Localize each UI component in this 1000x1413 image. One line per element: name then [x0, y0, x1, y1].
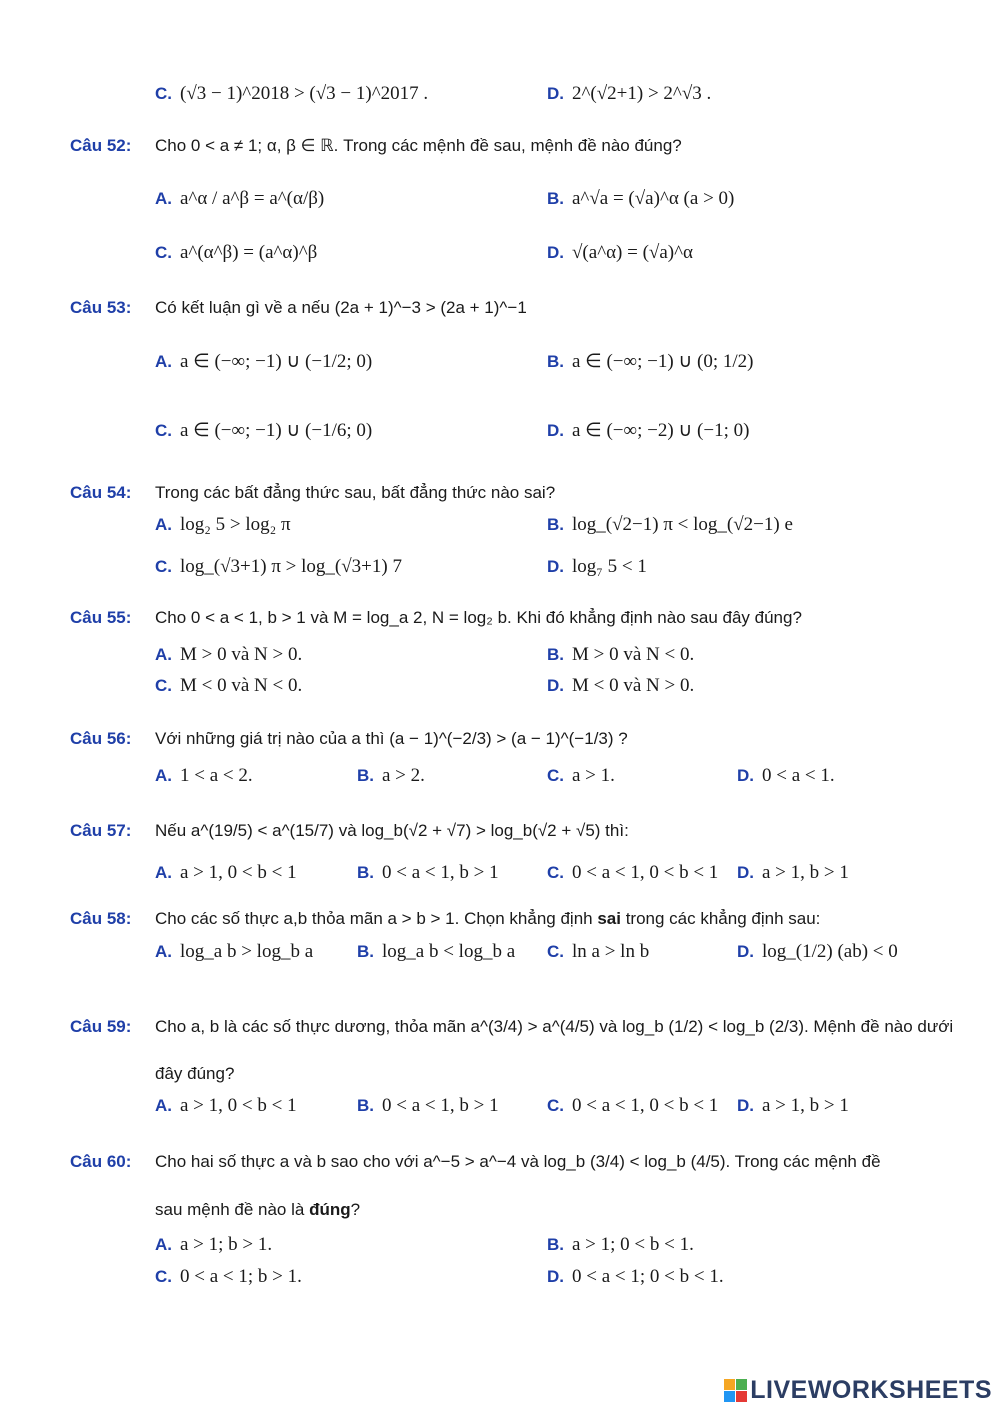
- option-d[interactable]: D. a > 1, b > 1: [737, 1095, 849, 1116]
- option-c[interactable]: C. 0 < a < 1, 0 < b < 1: [547, 1095, 719, 1116]
- option-d[interactable]: D. a ∈ (−∞; −2) ∪ (−1; 0): [547, 420, 750, 441]
- question-text: Cho hai số thực a và b sao cho với a^−5 > a^−4 và log_b (3/4) < log_b (4/5). Trong các mệnh đề: [155, 1152, 881, 1171]
- question-text: Với những giá trị nào của a thì (a − 1)^(−2/3) > (a − 1)^(−1/3) ?: [155, 729, 628, 748]
- logo-text: LIVEWORKSHEETS: [750, 1376, 992, 1404]
- option-c[interactable]: C. log_(√3+1) π > log_(√3+1) 7: [155, 556, 402, 577]
- option-b[interactable]: B. a^√a = (√a)^α (a > 0): [547, 188, 735, 209]
- option-c[interactable]: C. a^(α^β) = (a^α)^β: [155, 242, 318, 263]
- option-a[interactable]: A. a ∈ (−∞; −1) ∪ (−1/2; 0): [155, 351, 373, 372]
- option-c[interactable]: C. a ∈ (−∞; −1) ∪ (−1/6; 0): [155, 420, 373, 441]
- option-d[interactable]: D. log_(1/2) (ab) < 0: [737, 941, 898, 962]
- emphasis-word: sai: [597, 909, 621, 928]
- question-text: Cho các số thực a,b thỏa mãn a > b > 1. Chọn khẳng định sai trong các khẳng định sau:: [155, 909, 821, 928]
- question-number: Câu 55:: [70, 608, 132, 627]
- question-text: Nếu a^(19/5) < a^(15/7) và log_b(√2 + √7) > log_b(√2 + √5) thì:: [155, 821, 629, 840]
- option-d[interactable]: D. a > 1, b > 1: [737, 862, 849, 883]
- question-number: Câu 58:: [70, 909, 132, 928]
- question-number: Câu 59:: [70, 1017, 132, 1036]
- question-text-continued: đây đúng?: [155, 1064, 235, 1083]
- option-a[interactable]: A. a > 1, 0 < b < 1: [155, 862, 297, 883]
- option-a[interactable]: A. log₂ 5 > log₂ π: [155, 514, 291, 535]
- option-d[interactable]: D. M < 0 và N > 0.: [547, 675, 695, 696]
- option-c[interactable]: C. ln a > ln b: [547, 941, 650, 962]
- liveworksheets-logo[interactable]: [724, 1376, 992, 1405]
- option-b[interactable]: B. log_(√2−1) π < log_(√2−1) e: [547, 514, 793, 535]
- logo-mark-icon: [724, 1379, 747, 1402]
- option-c[interactable]: C. 0 < a < 1; b > 1.: [155, 1266, 302, 1287]
- option-c[interactable]: C. (√3 − 1)^2018 > (√3 − 1)^2017 .: [155, 83, 429, 104]
- option-b[interactable]: B. 0 < a < 1, b > 1: [357, 862, 499, 883]
- question-number: Câu 52:: [70, 136, 132, 155]
- question-number: Câu 57:: [70, 821, 132, 840]
- option-b[interactable]: B. M > 0 và N < 0.: [547, 644, 695, 665]
- option-b[interactable]: B. a > 2.: [357, 765, 425, 786]
- option-c[interactable]: C. 0 < a < 1, 0 < b < 1: [547, 862, 719, 883]
- question-text: Cho 0 < a ≠ 1; α, β ∈ ℝ. Trong các mệnh đề sau, mệnh đề nào đúng?: [155, 136, 682, 155]
- option-d[interactable]: D. 0 < a < 1.: [737, 765, 835, 786]
- question-text: Có kết luận gì về a nếu (2a + 1)^−3 > (2a + 1)^−1: [155, 298, 527, 317]
- option-d[interactable]: D. 0 < a < 1; 0 < b < 1.: [547, 1266, 724, 1287]
- option-b[interactable]: B. log_a b < log_b a: [357, 941, 516, 962]
- question-number: Câu 60:: [70, 1152, 132, 1171]
- question-text: Cho a, b là các số thực dương, thỏa mãn a^(3/4) > a^(4/5) và log_b (1/2) < log_b (2/3). Mệnh đề nào dưới: [155, 1017, 954, 1036]
- option-b[interactable]: B. 0 < a < 1, b > 1: [357, 1095, 499, 1116]
- option-d[interactable]: D. √(a^α) = (√a)^α: [547, 242, 693, 263]
- question-number: Câu 56:: [70, 729, 132, 748]
- question-number: Câu 54:: [70, 483, 132, 502]
- option-a[interactable]: A. a > 1; b > 1.: [155, 1234, 273, 1255]
- emphasis-word: đúng: [309, 1200, 351, 1219]
- question-text: Cho 0 < a < 1, b > 1 và M = log_a 2, N = log₂ b. Khi đó khẳng định nào sau đây đúng?: [155, 608, 802, 627]
- option-c[interactable]: C. a > 1.: [547, 765, 615, 786]
- question-text-continued: sau mệnh đề nào là đúng?: [155, 1200, 361, 1219]
- option-a[interactable]: A. M > 0 và N > 0.: [155, 644, 303, 665]
- option-d[interactable]: D. log₇ 5 < 1: [547, 556, 647, 577]
- option-a[interactable]: A. a^α / a^β = a^(α/β): [155, 188, 325, 209]
- option-a[interactable]: A. a > 1, 0 < b < 1: [155, 1095, 297, 1116]
- question-text: Trong các bất đẳng thức sau, bất đẳng thức nào sai?: [155, 483, 556, 502]
- option-c[interactable]: C. M < 0 và N < 0.: [155, 675, 303, 696]
- option-b[interactable]: B. a > 1; 0 < b < 1.: [547, 1234, 694, 1255]
- option-a[interactable]: A. 1 < a < 2.: [155, 765, 253, 786]
- option-d[interactable]: D. 2^(√2+1) > 2^√3 .: [547, 83, 712, 104]
- question-number: Câu 53:: [70, 298, 132, 317]
- option-a[interactable]: A. log_a b > log_b a: [155, 941, 314, 962]
- option-b[interactable]: B. a ∈ (−∞; −1) ∪ (0; 1/2): [547, 351, 754, 372]
